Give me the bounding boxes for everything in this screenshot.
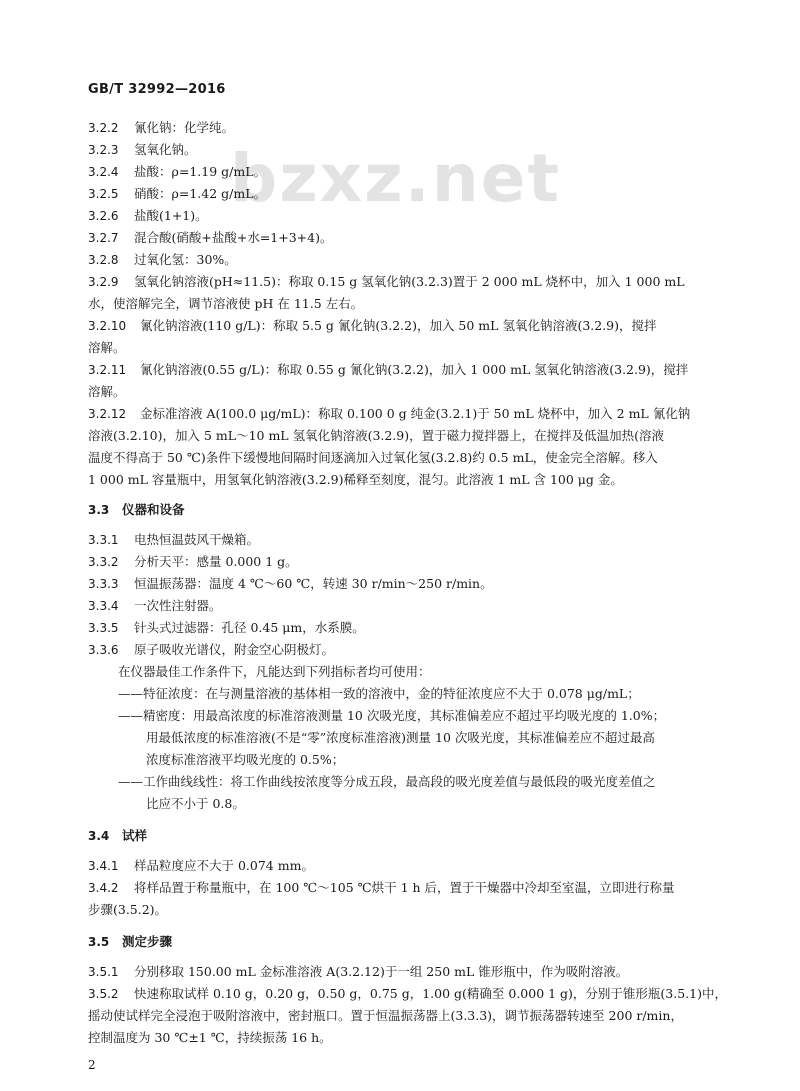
clause-continuation xyxy=(88,428,718,444)
clause-text: 针头式过滤器：孔径 0.45 μm，水系膜。 xyxy=(134,620,365,635)
clause-3-4-1 xyxy=(88,858,718,874)
clause-number: 3.3.6 xyxy=(88,643,119,657)
clause-continuation xyxy=(88,340,718,356)
clause-number: 3.2.6 xyxy=(88,209,119,223)
clause-number: 3.2.12 xyxy=(88,407,127,421)
clause-3-3-5 xyxy=(88,620,718,636)
clause-text: 样品粒度应不大于 0.074 mm。 xyxy=(134,858,314,873)
clause-number: 3.3.3 xyxy=(88,577,119,591)
clause-number: 3.5.2 xyxy=(88,987,119,1001)
clause-continuation xyxy=(88,1030,718,1046)
clause-number: 3.3.5 xyxy=(88,621,119,635)
clause-number: 3.3.1 xyxy=(88,533,119,547)
clause-text: 过氧化氢：30%。 xyxy=(134,252,237,267)
clause-continuation xyxy=(88,902,718,918)
section-heading-3-3 xyxy=(88,502,718,518)
clause-3-3-1 xyxy=(88,532,718,548)
clause-number: 3.2.2 xyxy=(88,121,119,135)
clause-3-2-10 xyxy=(88,318,718,334)
clause-text: ——工作曲线线性：将工作曲线按浓度等分成五段，最高段的吸光度差值与最低段的吸光度差值之 xyxy=(118,774,656,789)
clause-number: 3.4.1 xyxy=(88,859,119,873)
clause-3-3-6 xyxy=(88,642,718,658)
clause-number: 3.2.4 xyxy=(88,165,119,179)
clause-text: 一次性注射器。 xyxy=(134,598,222,613)
clause-text: 恒温振荡器：温度 4 ℃～60 ℃，转速 30 r/min～250 r/min。 xyxy=(134,576,493,591)
clause-3-3-4 xyxy=(88,598,718,614)
clause-text: 将样品置于称量瓶中，在 100 ℃～105 ℃烘干 1 h 后，置于干燥器中冷却至室温，立即进行称量 xyxy=(134,880,675,895)
clause-text: 用最低浓度的标准溶液(不是“零”浓度标准溶液)测量 10 次吸光度，其标准偏差应不超过最高 xyxy=(146,730,655,745)
requirement-item xyxy=(118,686,748,702)
section-title: 试样 xyxy=(122,828,148,843)
clause-text: 金标准溶液 A(100.0 μg/mL)：称取 0.100 0 g 纯金(3.2.1)于 50 mL 烧杯中，加入 2 mL 氰化钠 xyxy=(140,406,691,421)
clause-3-2-12 xyxy=(88,406,718,422)
requirement-continuation xyxy=(146,730,776,746)
clause-text: 分别移取 150.00 mL 金标准溶液 A(3.2.12)于一组 250 mL 锥形瓶中，作为吸附溶液。 xyxy=(134,964,629,979)
clause-continuation xyxy=(88,1008,718,1024)
requirement-continuation xyxy=(146,752,776,768)
clause-text: 温度不得高于 50 ℃)条件下缓慢地间隔时间逐滴加入过氧化氢(3.2.8)约 0.5 mL，使金完全溶解。移入 xyxy=(88,450,658,465)
watermark: bzxz.net xyxy=(230,140,562,217)
clause-3-4-2 xyxy=(88,880,718,896)
clause-text: 盐酸(1+1)。 xyxy=(134,208,208,223)
clause-text: 混合酸(硝酸+盐酸+水=1+3+4)。 xyxy=(134,230,333,245)
requirement-item xyxy=(118,708,748,724)
page-number: 2 xyxy=(88,1058,96,1072)
clause-3-2-7 xyxy=(88,230,718,246)
clause-number: 3.2.10 xyxy=(88,319,127,333)
clause-text: 控制温度为 30 ℃±1 ℃，持续振荡 16 h。 xyxy=(88,1030,332,1045)
section-number: 3.4 xyxy=(88,829,110,843)
clause-3-2-5 xyxy=(88,186,718,202)
clause-number: 3.2.5 xyxy=(88,187,119,201)
clause-text: 电热恒温鼓风干燥箱。 xyxy=(134,532,260,547)
clause-number: 3.2.8 xyxy=(88,253,119,267)
clause-text: 氰化钠溶液(110 g/L)：称取 5.5 g 氰化钠(3.2.2)，加入 50 mL 氢氧化钠溶液(3.2.9)，搅拌 xyxy=(140,318,657,333)
section-title: 测定步骤 xyxy=(122,934,173,949)
clause-text: 硝酸：ρ=1.42 g/mL。 xyxy=(134,186,266,201)
clause-3-5-2 xyxy=(88,986,727,1002)
clause-3-2-2 xyxy=(88,120,718,136)
clause-3-3-2 xyxy=(88,554,718,570)
clause-3-2-4 xyxy=(88,164,718,180)
clause-number: 3.4.2 xyxy=(88,881,119,895)
clause-text: 盐酸：ρ=1.19 g/mL。 xyxy=(134,164,266,179)
clause-3-3-3 xyxy=(88,576,718,592)
section-heading-3-4 xyxy=(88,828,718,844)
clause-number: 3.2.7 xyxy=(88,231,119,245)
requirement-intro xyxy=(118,664,748,680)
clause-text: 氢氧化钠。 xyxy=(134,142,197,157)
clause-number: 3.3.4 xyxy=(88,599,119,613)
clause-3-2-9 xyxy=(88,274,718,290)
clause-number: 3.5.1 xyxy=(88,965,119,979)
requirement-continuation xyxy=(146,796,776,812)
clause-3-2-6 xyxy=(88,208,718,224)
clause-text: ——特征浓度：在与测量溶液的基体相一致的溶液中，金的特征浓度应不大于 0.078 μg/mL； xyxy=(118,686,640,701)
clause-continuation xyxy=(88,472,718,488)
clause-text: 氰化钠溶液(0.55 g/L)：称取 0.55 g 氰化钠(3.2.2)，加入 1 000 mL 氢氧化钠溶液(3.2.9)，搅拌 xyxy=(140,362,689,377)
clause-text: 在仪器最佳工作条件下，凡能达到下列指标者均可使用： xyxy=(118,664,431,679)
clause-text: 氢氧化钠溶液(pH≈11.5)：称取 0.15 g 氢氧化钠(3.2.3)置于 2 000 mL 烧杯中，加入 1 000 mL xyxy=(134,274,685,289)
clause-text: 摇动使试样完全浸泡于吸附溶液中，密封瓶口。置于恒温振荡器上(3.3.3)，调节振荡器转速至 200 r/min， xyxy=(88,1008,683,1023)
clause-number: 3.2.9 xyxy=(88,275,119,289)
clause-text: 溶解。 xyxy=(88,340,126,355)
section-number: 3.3 xyxy=(88,503,110,517)
clause-text: 步骤(3.5.2)。 xyxy=(88,902,168,917)
clause-text: 分析天平：感量 0.000 1 g。 xyxy=(134,554,298,569)
clause-3-5-1 xyxy=(88,964,718,980)
clause-text: 溶液(3.2.10)，加入 5 mL～10 mL 氢氧化钠溶液(3.2.9)，置于磁力搅拌器上，在搅拌及低温加热(溶液 xyxy=(88,428,665,443)
clause-text: 氰化钠：化学纯。 xyxy=(134,120,235,135)
clause-text: 原子吸收光谱仪，附金空心阴极灯。 xyxy=(134,642,335,657)
section-heading-3-5 xyxy=(88,934,718,950)
clause-continuation xyxy=(88,384,718,400)
clause-text: 浓度标准溶液平均吸光度的 0.5%； xyxy=(146,752,345,767)
clause-continuation xyxy=(88,450,718,466)
clause-number: 3.3.2 xyxy=(88,555,119,569)
clause-number: 3.2.11 xyxy=(88,363,127,377)
clause-text: 溶解。 xyxy=(88,384,126,399)
clause-text: 1 000 mL 容量瓶中，用氢氧化钠溶液(3.2.9)稀释至刻度，混匀。此溶液 1 mL 含 100 μg 金。 xyxy=(88,472,623,487)
clause-text: ——精密度：用最高浓度的标准溶液测量 10 次吸光度，其标准偏差应不超过平均吸光度的 1.0%； xyxy=(118,708,666,723)
clause-3-2-11 xyxy=(88,362,718,378)
standard-header: GB/T 32992—2016 xyxy=(88,82,226,97)
section-number: 3.5 xyxy=(88,935,110,949)
clause-continuation xyxy=(88,296,718,312)
requirement-item xyxy=(118,774,748,790)
section-title: 仪器和设备 xyxy=(122,502,185,517)
clause-3-2-3 xyxy=(88,142,718,158)
clause-3-2-8 xyxy=(88,252,718,268)
clause-text: 比应不小于 0.8。 xyxy=(146,796,245,811)
clause-text: 快速称取试样 0.10 g，0.20 g，0.50 g，0.75 g，1.00 g(精确至 0.000 1 g)，分别于锥形瓶(3.5.1)中， xyxy=(134,986,727,1001)
clause-text: 水，使溶解完全，调节溶液使 pH 在 11.5 左右。 xyxy=(88,296,364,311)
clause-number: 3.2.3 xyxy=(88,143,119,157)
